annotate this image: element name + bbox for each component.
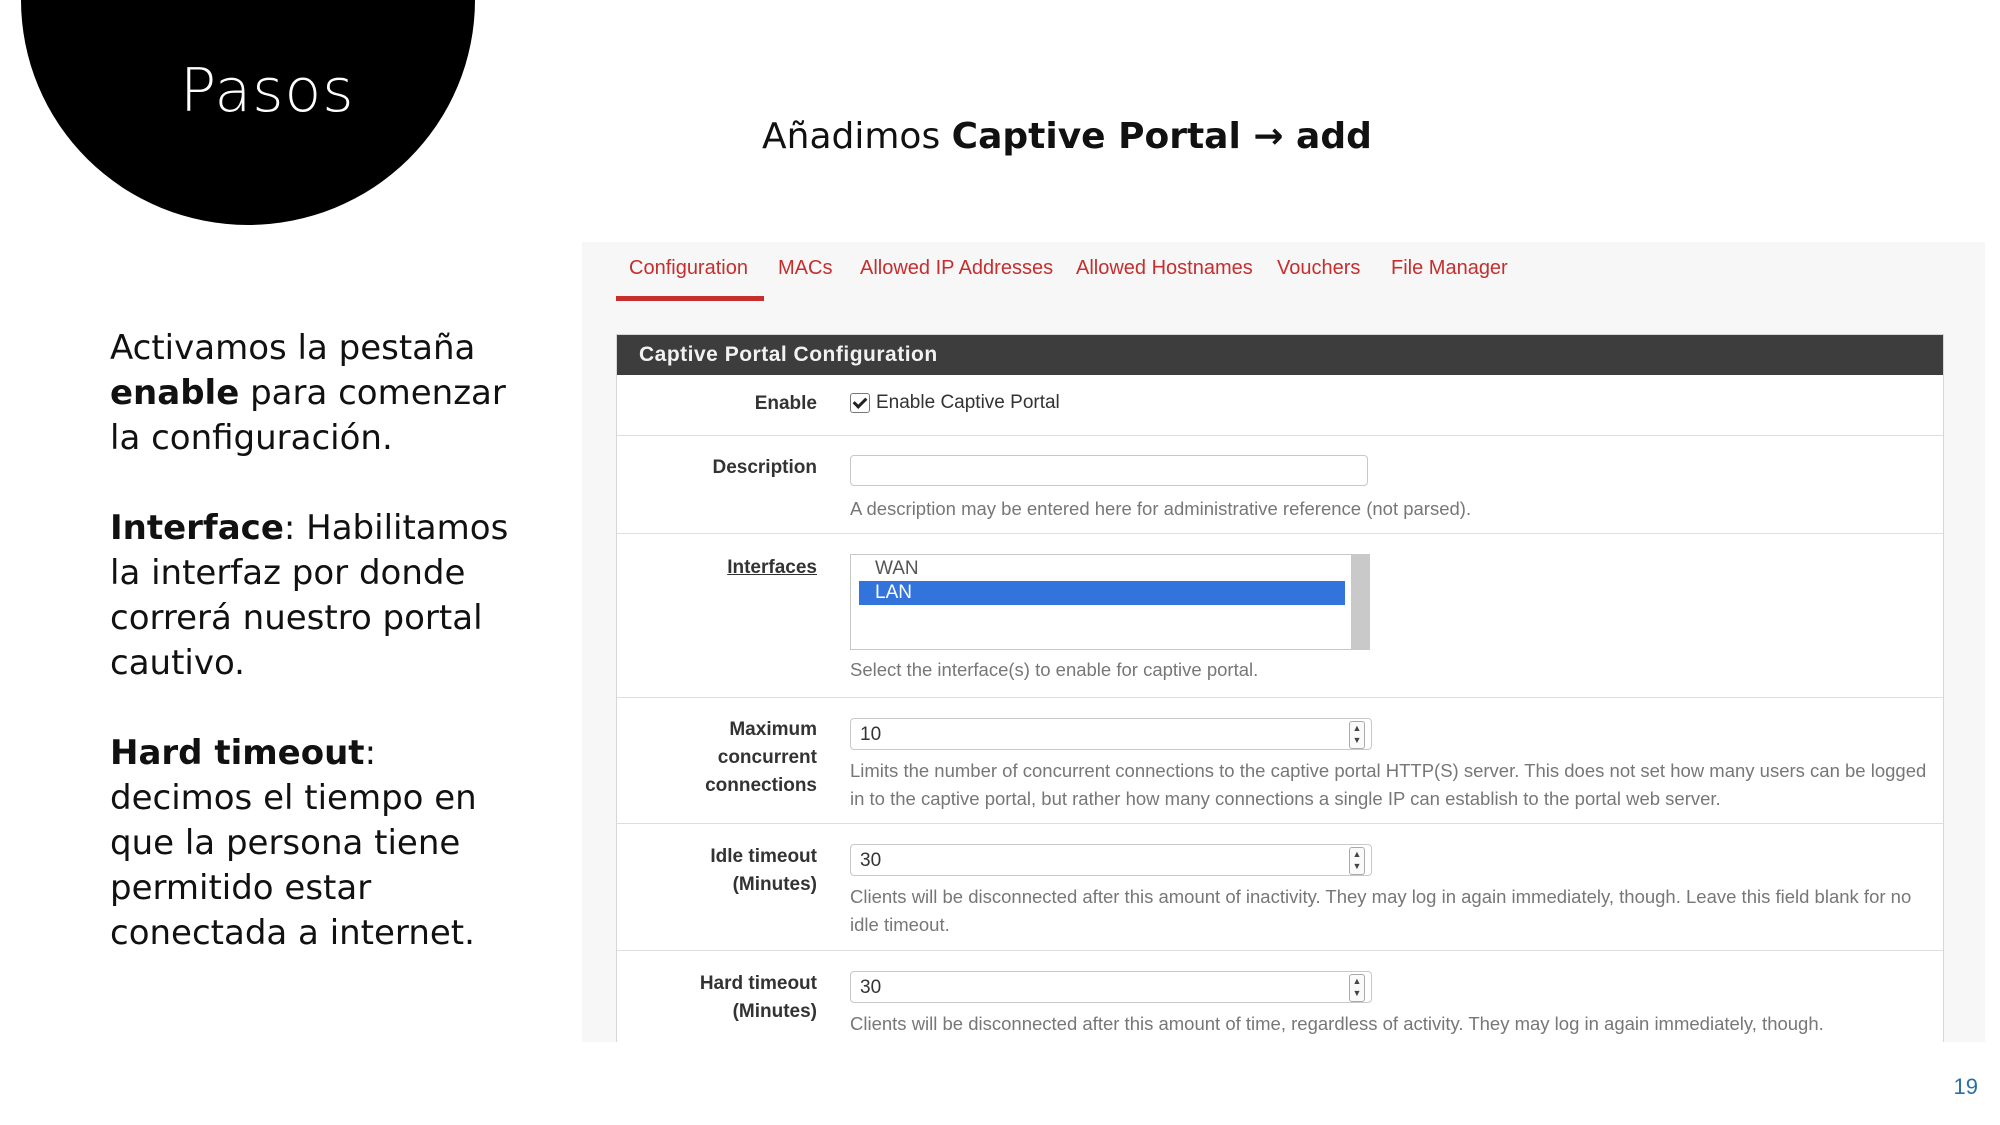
description-input[interactable] (850, 455, 1368, 486)
row-description (617, 436, 1943, 534)
description-help: A description may be entered here for administrative reference (not parsed). (850, 498, 1472, 519)
note-hard-timeout: Hard timeout: decimos el tiempo en que la persona tiene permitido estar conectada a internet. (110, 733, 477, 953)
listbox-scrollbar[interactable] (1351, 555, 1369, 649)
row-enable (617, 375, 1943, 436)
description-label: Description (712, 457, 817, 478)
row-max-connections (617, 698, 1943, 824)
tab-file-manager[interactable]: File Manager (1391, 257, 1508, 279)
pfsense-screenshot (582, 242, 1985, 1042)
max-connections-stepper-icon[interactable]: ▲ ▼ (1349, 721, 1365, 749)
tab-allowed-hostnames[interactable]: Allowed Hostnames (1076, 257, 1253, 279)
tab-vouchers[interactable]: Vouchers (1277, 257, 1361, 279)
idle-timeout-label: Idle timeout (Minutes) (710, 846, 817, 895)
enable-checkbox-label[interactable]: Enable Captive Portal (876, 392, 1060, 413)
tab-macs[interactable]: MACs (778, 257, 833, 279)
active-tab-indicator (616, 296, 764, 301)
note-enable: Activamos la pestaña enable para comenzar la configuración. (110, 328, 506, 458)
interfaces-listbox[interactable] (850, 554, 1370, 650)
tab-bar (582, 242, 1985, 302)
hard-timeout-label: Hard timeout (Minutes) (699, 973, 817, 1022)
slide-title: Pasos (180, 56, 355, 126)
headline-prefix: Añadimos (762, 116, 952, 157)
hard-timeout-input[interactable]: 30 ▲ ▼ (850, 971, 1372, 1003)
idle-timeout-stepper-icon[interactable]: ▲ ▼ (1349, 847, 1365, 875)
tab-configuration[interactable]: Configuration (629, 257, 748, 279)
page-number: 19 (1953, 1074, 1978, 1099)
row-idle-timeout (617, 824, 1943, 951)
panel-header: Captive Portal Configuration (617, 335, 1943, 375)
interface-option-lan[interactable]: LAN (859, 581, 1345, 605)
max-connections-help: Limits the number of concurrent connections to the captive portal HTTP(S) server. This does not set how many users can be logged in to the captive portal, but rather how many connections a single IP can establish to the portal web server. (850, 760, 1927, 809)
config-panel (616, 334, 1944, 1042)
max-connections-input[interactable]: 10 ▲ ▼ (850, 718, 1372, 750)
enable-checkbox[interactable] (850, 393, 870, 413)
row-interfaces (617, 534, 1943, 698)
slide-headline (762, 116, 1372, 157)
enable-checkbox-wrap (850, 392, 1060, 414)
interfaces-help: Select the interface(s) to enable for captive portal. (850, 659, 1259, 680)
idle-timeout-help: Clients will be disconnected after this amount of inactivity. They may log in again immediately, though. Leave this field blank for no idle timeout. (850, 886, 1912, 935)
row-hard-timeout (617, 951, 1943, 1042)
note-interface: Interface: Habilitamos la interfaz por donde correrá nuestro portal cautivo. (110, 508, 509, 683)
tab-allowed-ip-addresses[interactable]: Allowed IP Addresses (860, 257, 1054, 279)
hard-timeout-stepper-icon[interactable]: ▲ ▼ (1349, 974, 1365, 1002)
side-notes (110, 326, 510, 1001)
interface-option-wan[interactable]: WAN (875, 558, 919, 579)
headline-bold: Captive Portal → add (951, 116, 1372, 157)
max-connections-label: Maximum concurrent connections (705, 719, 817, 796)
interfaces-label[interactable]: Interfaces (727, 557, 817, 578)
enable-label: Enable (754, 393, 817, 414)
idle-timeout-input[interactable]: 30 ▲ ▼ (850, 844, 1372, 876)
hard-timeout-help: Clients will be disconnected after this amount of time, regardless of activity. They may log in again immediately, though. (850, 1013, 1824, 1034)
